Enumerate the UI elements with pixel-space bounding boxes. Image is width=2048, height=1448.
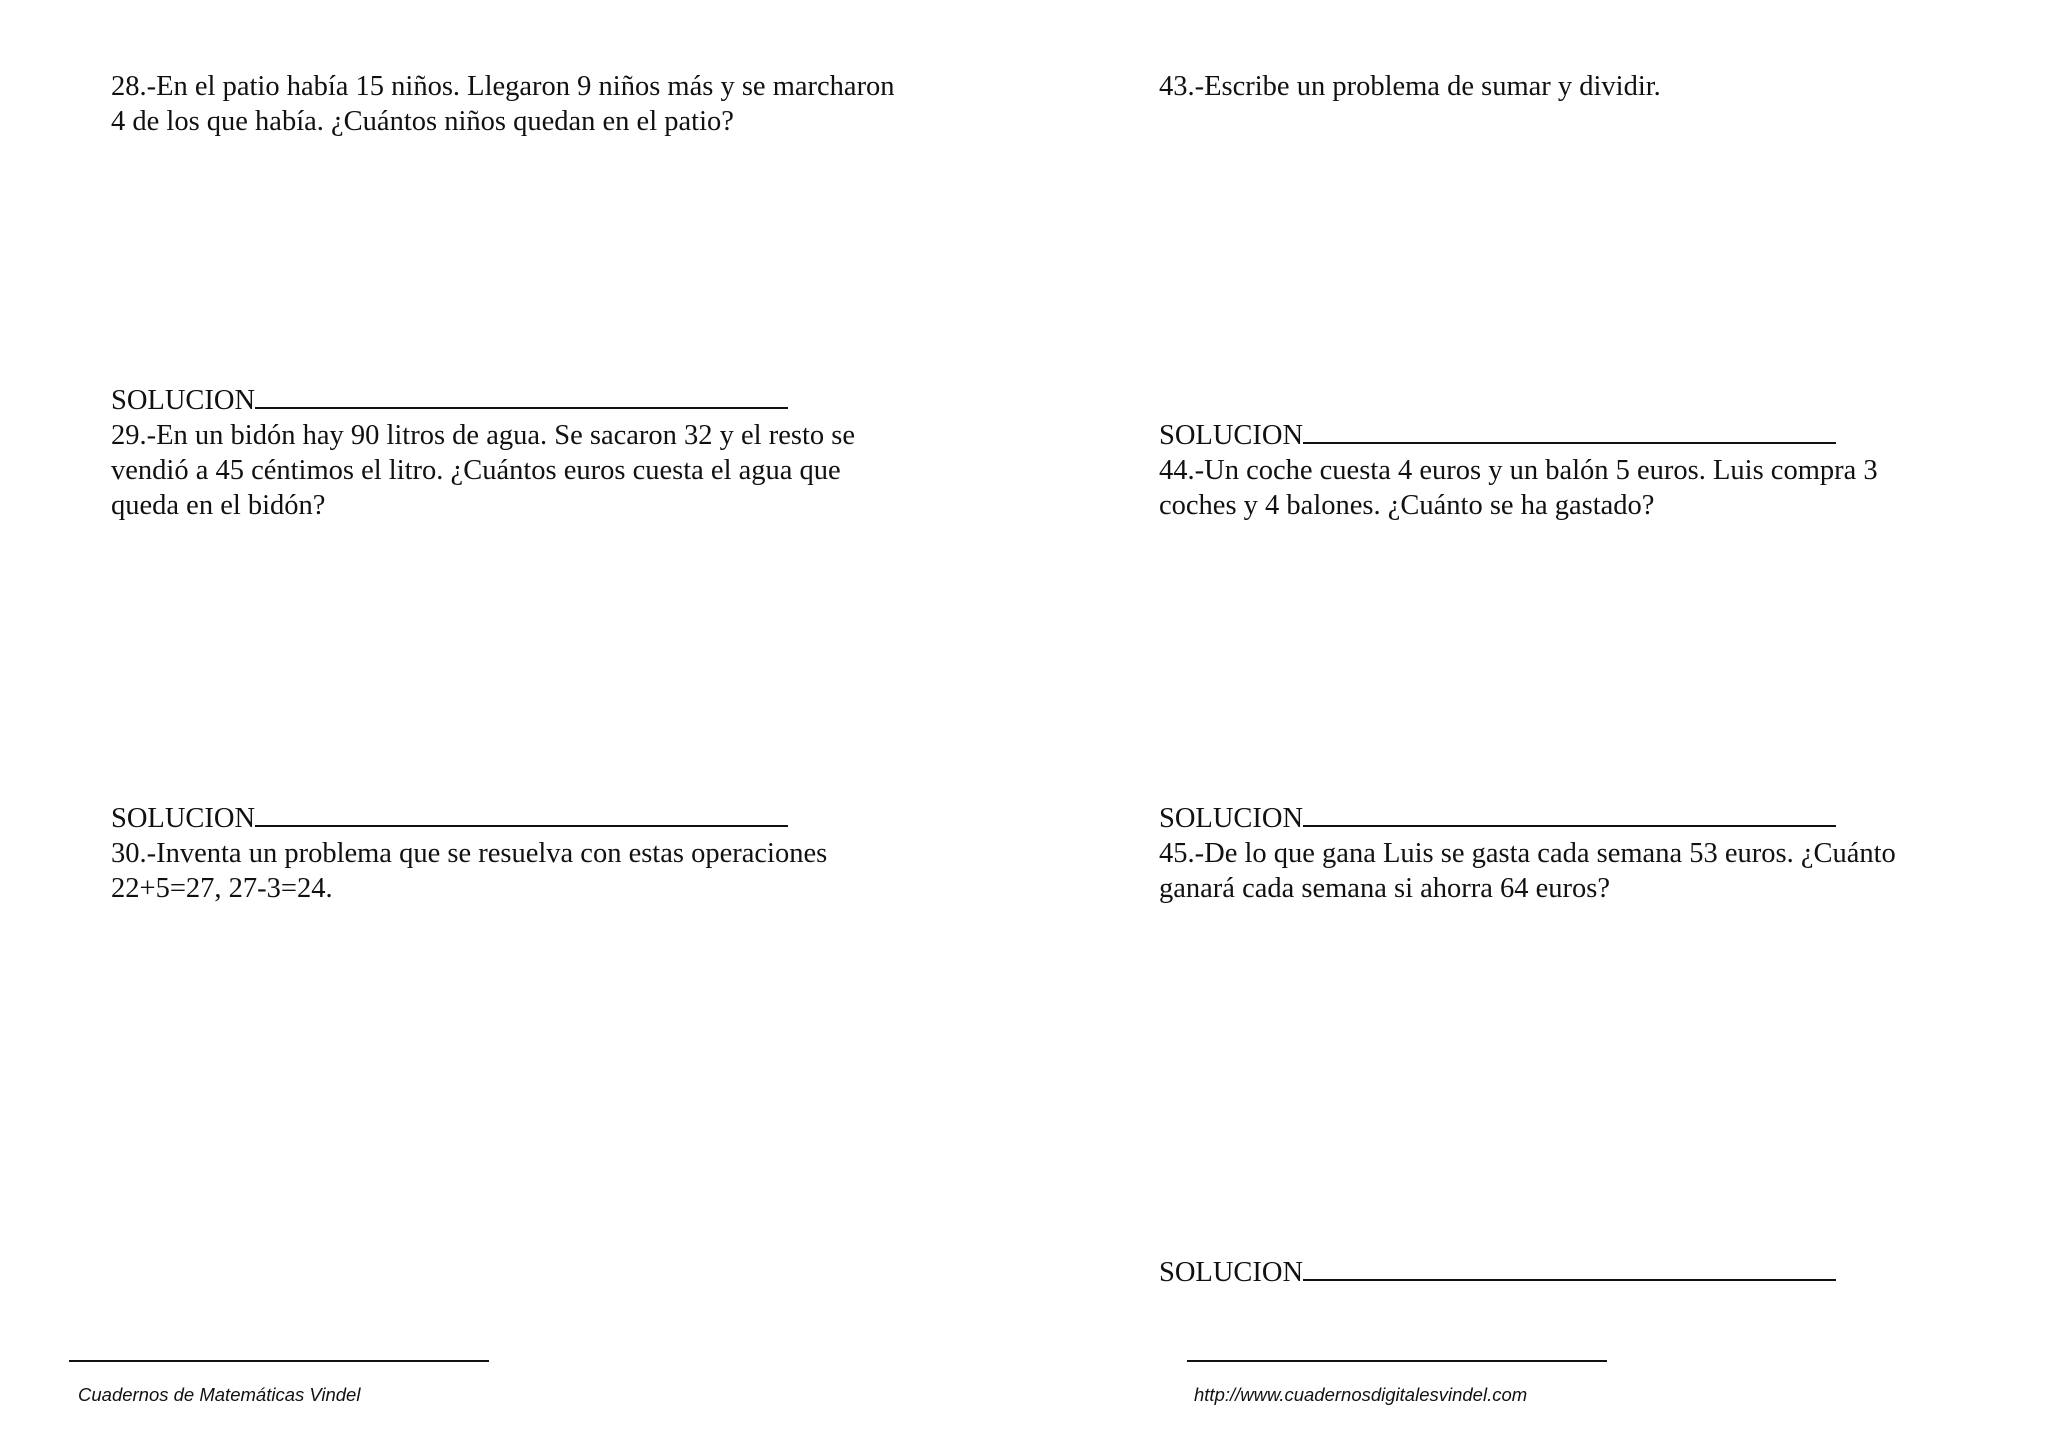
footer-publisher: Cuadernos de Matemáticas Vindel [78, 1384, 361, 1405]
problem-43: 43.-Escribe un problema de sumar y dividir. [1159, 71, 1661, 102]
answer-underline [1303, 441, 1836, 444]
footer-rule-right [1187, 1360, 1607, 1362]
problem-45: 45.-De lo que gana Luis se gasta cada semana 53 euros. ¿Cuánto ganará cada semana si ahorra 64 euros? [1159, 838, 1896, 904]
problem-29: 29.-En un bidón hay 90 litros de agua. Se sacaron 32 y el resto se vendió a 45 céntimos el litro. ¿Cuántos euros cuesta el agua que queda en el bidón? [111, 420, 855, 521]
problem-30: 30.-Inventa un problema que se resuelva con estas operaciones 22+5=27, 27-3=24. [111, 838, 828, 904]
solution-label: SOLUCION [1159, 420, 1304, 451]
problem-44: 44.-Un coche cuesta 4 euros y un balón 5 euros. Luis compra 3 coches y 4 balones. ¿Cuánto se ha gastado? [1159, 455, 1878, 521]
solution-label: SOLUCION [111, 385, 256, 416]
answer-underline [255, 824, 788, 827]
problem-28: 28.-En el patio había 15 niños. Llegaron 9 niños más y se marcharon 4 de los que había. ¿Cuántos niños quedan en el patio? [111, 71, 895, 137]
solution-label: SOLUCION [1159, 1257, 1304, 1288]
solution-44-line[interactable] [1159, 801, 1836, 836]
answer-underline [1303, 1278, 1836, 1281]
solution-45-line[interactable] [1159, 1255, 1836, 1290]
solution-28-line[interactable] [111, 383, 788, 418]
footer-rule-left [69, 1360, 489, 1362]
solution-label: SOLUCION [111, 803, 256, 834]
footer-url[interactable]: http://www.cuadernosdigitalesvindel.com [1194, 1384, 1528, 1405]
answer-underline [255, 406, 788, 409]
solution-29-line[interactable] [111, 801, 788, 836]
solution-43-line[interactable] [1159, 418, 1836, 453]
answer-underline [1303, 824, 1836, 827]
solution-label: SOLUCION [1159, 803, 1304, 834]
